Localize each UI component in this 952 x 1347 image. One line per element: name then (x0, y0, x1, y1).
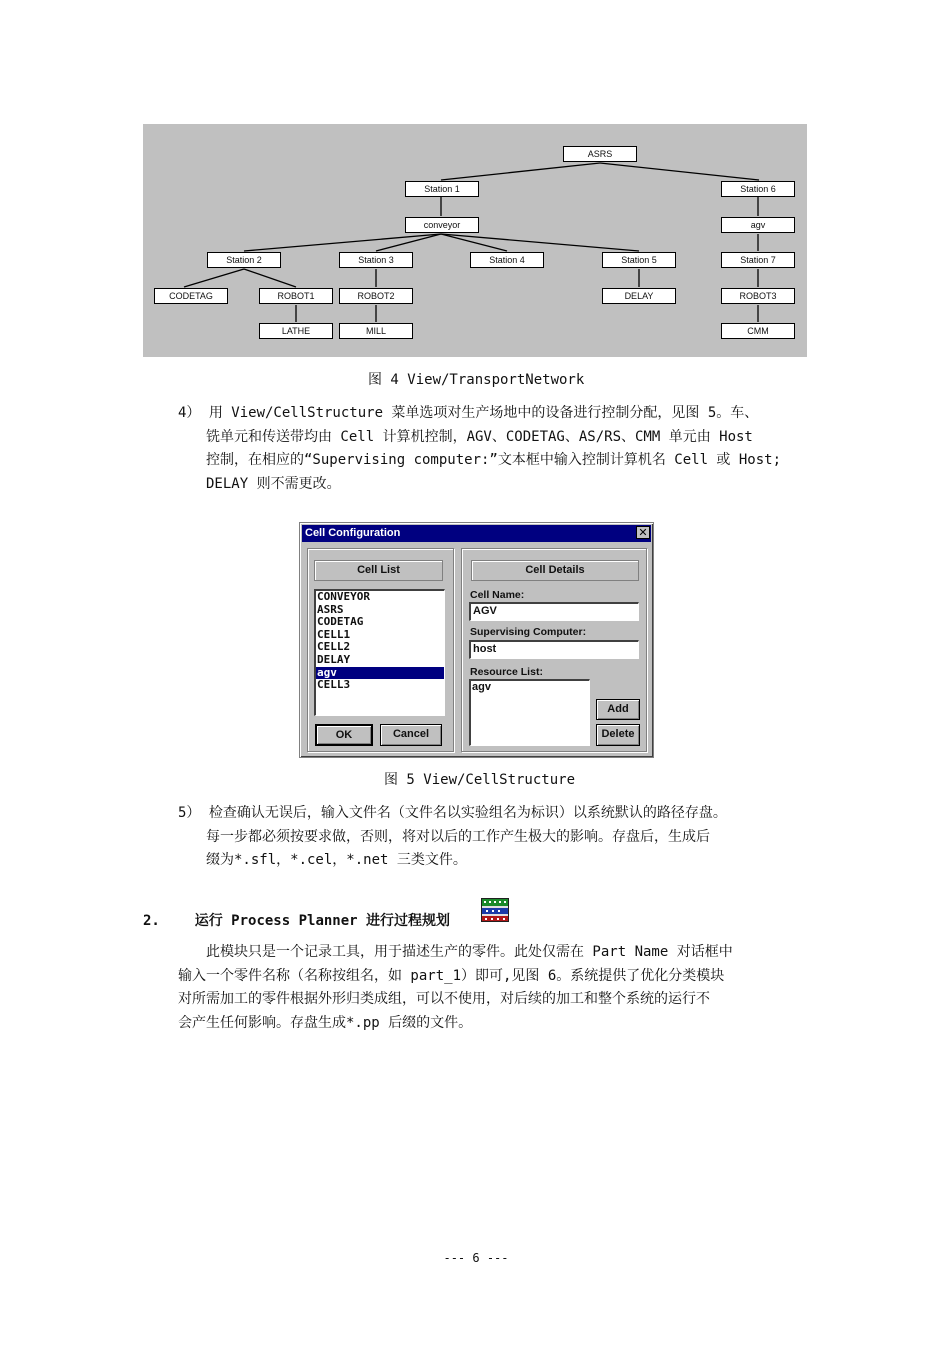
text-line: 此模块只是一个记录工具，用于描述生产的零件。此处仅需在 Part Name 对话框中 (206, 944, 733, 960)
close-icon[interactable]: ✕ (636, 526, 650, 539)
step-5-paragraph (178, 802, 727, 873)
figure-5-caption: 图 5 View/CellStructure (384, 772, 576, 788)
cell-list-header: Cell List (314, 560, 443, 581)
cell-list-item[interactable]: CELL3 (317, 678, 351, 692)
text-line: 5） 检查确认无误后，输入文件名（文件名以实验组名为标识）以系统默认的路径存盘。 (178, 805, 727, 821)
cell-name-input[interactable]: AGV (469, 602, 639, 621)
node-conveyor: conveyor (405, 217, 479, 233)
text-line: 每一步都必须按要求做，否则，将对以后的工作产生极大的影响。存盘后，生成后 (206, 828, 710, 845)
text-line: 控制，在相应的“Supervising computer:”文本框中输入控制计算机名 Cell 或 Host; (206, 452, 782, 468)
cell-list-item[interactable]: CELL1 (317, 627, 351, 641)
text-line: 对所需加工的零件根据外形归类成组，可以不使用，对后续的加工和整个系统的运行不 (178, 991, 710, 1007)
node-delay: DELAY (602, 288, 676, 304)
resource-list-item[interactable]: agv (472, 681, 491, 693)
cell-configuration-dialog (299, 522, 654, 758)
node-station-6: Station 6 (721, 181, 795, 197)
node-station-1: Station 1 (405, 181, 479, 197)
ok-button[interactable]: OK (315, 724, 373, 746)
section-2-heading (143, 910, 450, 930)
figure-4-caption: 图 4 View/TransportNetwork (368, 372, 585, 388)
supervising-computer-label: Supervising Computer: (470, 626, 587, 638)
resource-listbox[interactable] (469, 679, 590, 746)
transport-network-figure (143, 124, 807, 357)
section-number: 2. (143, 913, 160, 929)
node-robot1: ROBOT1 (259, 288, 333, 304)
cell-listbox[interactable] (314, 589, 445, 716)
node-mill: MILL (339, 323, 413, 339)
section-title: 运行 Process Planner 进行过程规划 (194, 913, 451, 929)
text-line: 会产生任何影响。存盘生成*.pp 后缀的文件。 (178, 1014, 473, 1031)
add-button[interactable]: Add (596, 699, 640, 720)
node-cmm: CMM (721, 323, 795, 339)
page-number: --- 6 --- (443, 1251, 509, 1265)
node-station-7: Station 7 (721, 252, 795, 268)
text-line: 铣单元和传送带均由 Cell 计算机控制，AGV、CODETAG、AS/RS、CMM 单元由 Host (206, 428, 753, 445)
cell-list-item[interactable]: agv (316, 667, 444, 680)
text-line: 缀为*.sfl，*.cel，*.net 三类文件。 (206, 852, 467, 868)
dialog-title-bar[interactable]: Cell Configuration (302, 525, 651, 542)
cell-name-label: Cell Name: (470, 589, 525, 601)
text-line: 4） 用 View/CellStructure 菜单选项对生产场地中的设备进行控制分配，见图 5。车、 (178, 405, 759, 421)
delete-button[interactable]: Delete (596, 724, 640, 746)
node-station-4: Station 4 (470, 252, 544, 268)
node-asrs: ASRS (563, 146, 637, 162)
cell-list-item[interactable]: CELL2 (317, 640, 351, 654)
resource-list-label: Resource List: (470, 666, 543, 678)
text-line: DELAY 则不需更改。 (206, 475, 341, 492)
node-station-2: Station 2 (207, 252, 281, 268)
process-planner-paragraph (178, 941, 733, 1035)
process-planner-icon (481, 898, 509, 922)
cell-list-item[interactable]: CODETAG (317, 615, 364, 629)
node-robot2: ROBOT2 (339, 288, 413, 304)
cell-list-item[interactable]: ASRS (317, 602, 344, 616)
node-station-5: Station 5 (602, 252, 676, 268)
node-codetag: CODETAG (154, 288, 228, 304)
node-agv: agv (721, 217, 795, 233)
cell-list-item[interactable]: DELAY (317, 652, 351, 666)
cell-list-item[interactable]: CONVEYOR (317, 590, 370, 603)
step-4-paragraph (178, 402, 781, 496)
tree-connectors (143, 124, 807, 357)
node-robot3: ROBOT3 (721, 288, 795, 304)
text-line: 输入一个零件名称（名称按组名，如 part_1）即可,见图 6。系统提供了优化分类模块 (178, 967, 725, 984)
node-station-3: Station 3 (339, 252, 413, 268)
node-lathe: LATHE (259, 323, 333, 339)
cell-list-items (316, 591, 444, 692)
cell-details-header: Cell Details (471, 560, 639, 581)
cancel-button[interactable]: Cancel (380, 724, 442, 746)
supervising-computer-input[interactable]: host (469, 640, 639, 659)
